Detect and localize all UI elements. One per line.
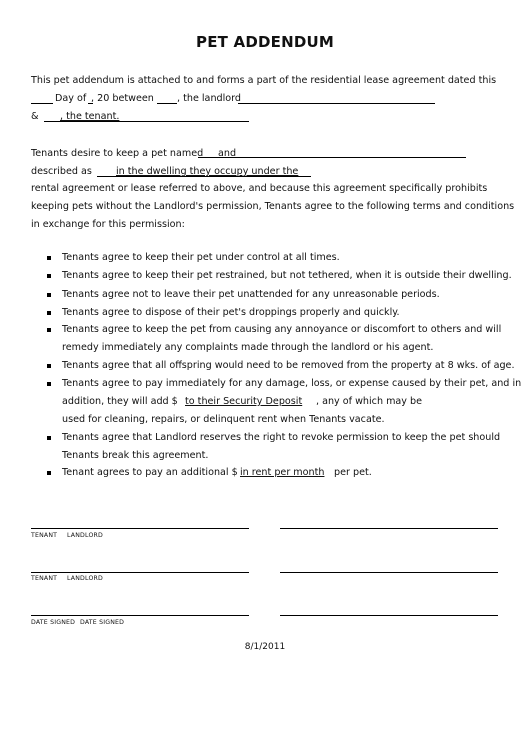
landlord-label-2: LANDLORD: [67, 575, 103, 582]
bullet-icon: [47, 311, 51, 315]
day-blank[interactable]: [31, 103, 53, 104]
tenant-name-blank-2[interactable]: [60, 121, 249, 122]
landlord-label-1: LANDLORD: [67, 532, 103, 539]
pet-name-label: Tenants desire to keep a pet named: [31, 148, 204, 159]
pet-name-blank[interactable]: [198, 157, 466, 158]
para2-line-4: keeping pets without the Landlord's permission, Tenants agree to the following terms and conditions: [31, 201, 515, 212]
bullet-icon: [47, 382, 51, 386]
term-2: Tenants agree to keep their pet restrained, but not tethered, when it is outside their dwelling.: [62, 270, 512, 281]
security-deposit-amount[interactable]: to their Security Deposit: [185, 396, 303, 407]
tenant-label-1: TENANT: [31, 532, 58, 539]
term-8-line-1: Tenants agree that Landlord reserves the right to revoke permission to keep the pet should: [62, 432, 501, 443]
bullet-icon: [47, 293, 51, 297]
tenant-label-2: TENANT: [31, 575, 58, 582]
bullet-icon: [47, 436, 51, 440]
tenant-label: , the tenant.: [60, 111, 120, 122]
tenant-name-blank-1[interactable]: [44, 121, 60, 122]
bullet-icon: [47, 328, 51, 332]
term-9c: per pet.: [334, 467, 372, 478]
landlord-name-blank-1[interactable]: [157, 103, 177, 104]
date-signed-label-2: DATE SIGNED: [80, 619, 125, 626]
term-7-line-1: Tenants agree to pay immediately for any damage, loss, or expense caused by their pet, and in: [62, 378, 522, 389]
date-signed-line-2[interactable]: [280, 615, 498, 616]
term-7-line-2c: , any of which may be: [316, 396, 423, 407]
term-1: Tenants agree to keep their pet under control at all times.: [62, 252, 340, 263]
term-7-line-2a: addition, they will add $: [62, 396, 178, 407]
term-3: Tenants agree not to leave their pet unattended for any unreasonable periods.: [62, 289, 440, 300]
bullet-icon: [47, 274, 51, 278]
term-5-line-2: remedy immediately any complaints made through the landlord or his agent.: [62, 342, 434, 353]
para2-line-3: rental agreement or lease referred to above, and because this agreement specifically prohibits: [31, 183, 488, 194]
bullet-icon: [47, 471, 51, 475]
year-between-label: , 20 between: [91, 93, 154, 104]
term-5-line-1: Tenants agree to keep the pet from causing any annoyance or discomfort to others and will: [62, 324, 502, 335]
intro-line-1: This pet addendum is attached to and forms a part of the residential lease agreement dated this: [31, 75, 497, 86]
dwelling-label: in the dwelling they occupy under the: [116, 166, 299, 177]
day-of-label: Day of: [55, 93, 87, 104]
landlord-label: , the landlord: [177, 93, 242, 104]
tenant-signature-line-1[interactable]: [31, 528, 249, 529]
term-8-line-2: Tenants break this agreement.: [62, 450, 209, 461]
described-as-label: described as: [31, 166, 92, 177]
footer-date: 8/1/2011: [244, 642, 286, 652]
landlord-signature-line-2[interactable]: [280, 572, 498, 573]
landlord-signature-line-1[interactable]: [280, 528, 498, 529]
term-6: Tenants agree that all offspring would need to be removed from the property at 8 wks. of age.: [62, 360, 515, 371]
tenant-signature-line-2[interactable]: [31, 572, 249, 573]
additional-rent-amount[interactable]: in rent per month: [240, 467, 325, 478]
term-9a: Tenant agrees to pay an additional $: [62, 467, 238, 478]
bullet-icon: [47, 256, 51, 260]
pet-description-blank[interactable]: [97, 176, 311, 177]
page-title: PET ADDENDUM: [196, 33, 334, 51]
para2-line-5: in exchange for this permission:: [31, 219, 185, 230]
and-label: and: [218, 148, 237, 159]
term-4: Tenants agree to dispose of their pet's droppings properly and quickly.: [62, 307, 400, 318]
term-7-line-3: used for cleaning, repairs, or delinquent rent when Tenants vacate.: [62, 414, 385, 425]
date-signed-line-1[interactable]: [31, 615, 249, 616]
ampersand: &: [31, 111, 39, 122]
landlord-name-blank-2[interactable]: [238, 103, 435, 104]
date-signed-label-1: DATE SIGNED: [31, 619, 76, 626]
bullet-icon: [47, 364, 51, 368]
